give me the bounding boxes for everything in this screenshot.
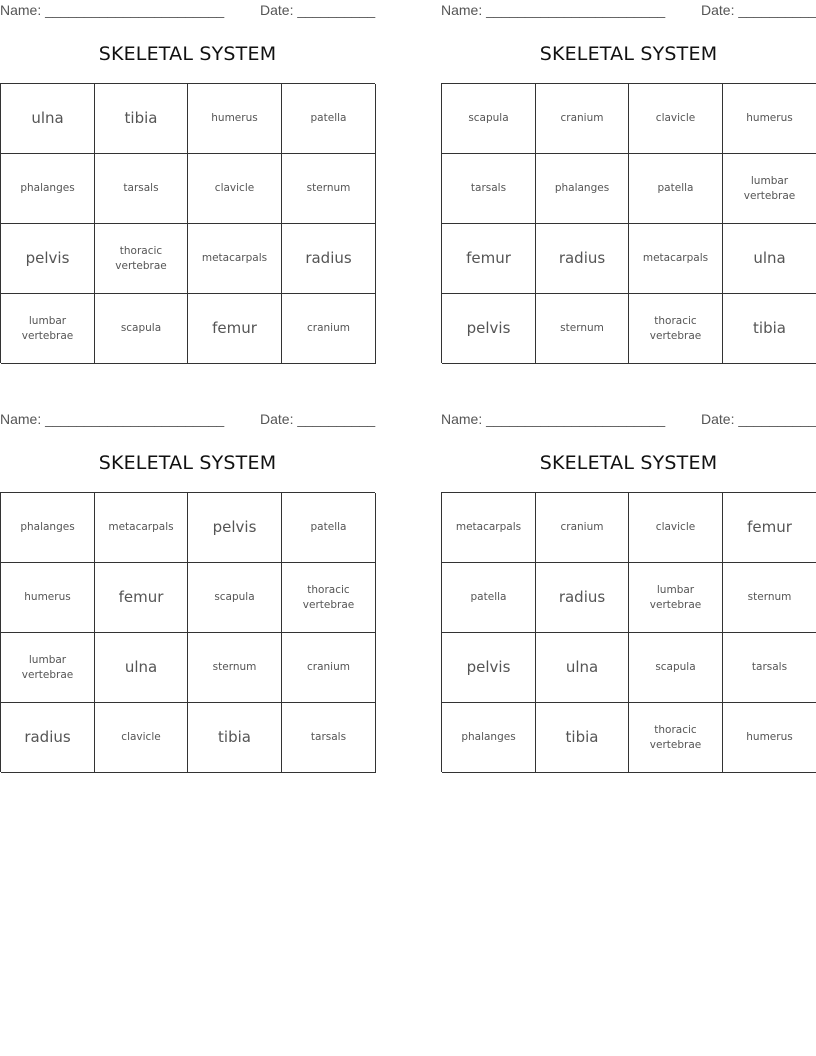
- name-field[interactable]: Name: _______________________: [441, 411, 666, 427]
- bingo-cell[interactable]: patella: [282, 84, 376, 154]
- bingo-grid: [0, 492, 375, 772]
- bingo-cell[interactable]: femur: [723, 493, 816, 563]
- bingo-cell[interactable]: humerus: [723, 703, 816, 773]
- bingo-card-4: [441, 409, 816, 771]
- bingo-cell[interactable]: thoracic vertebrae: [95, 224, 188, 294]
- bingo-cell[interactable]: cranium: [536, 84, 629, 154]
- bingo-cell[interactable]: radius: [1, 703, 95, 773]
- bingo-cell[interactable]: scapula: [95, 294, 188, 364]
- card-header: [441, 411, 816, 429]
- bingo-cell[interactable]: ulna: [95, 633, 188, 703]
- bingo-cell[interactable]: metacarpals: [629, 224, 723, 294]
- bingo-cell[interactable]: tarsals: [282, 703, 376, 773]
- bingo-cell[interactable]: radius: [282, 224, 376, 294]
- date-field[interactable]: Date: __________: [260, 411, 376, 427]
- bingo-cell[interactable]: thoracic vertebrae: [629, 703, 723, 773]
- bingo-cell[interactable]: sternum: [536, 294, 629, 364]
- bingo-cell[interactable]: thoracic vertebrae: [629, 294, 723, 364]
- bingo-cell[interactable]: clavicle: [188, 154, 282, 224]
- bingo-cell[interactable]: sternum: [282, 154, 376, 224]
- bingo-cell[interactable]: sternum: [723, 563, 816, 633]
- bingo-cell[interactable]: lumbar vertebrae: [1, 633, 95, 703]
- bingo-cell[interactable]: cranium: [536, 493, 629, 563]
- name-field[interactable]: Name: _______________________: [0, 411, 225, 427]
- name-field[interactable]: Name: _______________________: [441, 2, 666, 18]
- bingo-cell[interactable]: femur: [188, 294, 282, 364]
- bingo-cell[interactable]: tarsals: [442, 154, 536, 224]
- bingo-grid: [0, 83, 375, 363]
- bingo-cell[interactable]: femur: [442, 224, 536, 294]
- card-title: SKELETAL SYSTEM: [539, 452, 718, 474]
- bingo-cell[interactable]: clavicle: [629, 493, 723, 563]
- card-header: [441, 2, 816, 20]
- bingo-cell[interactable]: clavicle: [629, 84, 723, 154]
- bingo-cell[interactable]: pelvis: [442, 294, 536, 364]
- bingo-cell[interactable]: clavicle: [95, 703, 188, 773]
- bingo-card-1: [0, 0, 375, 362]
- name-field[interactable]: Name: _______________________: [0, 2, 225, 18]
- bingo-cell[interactable]: patella: [629, 154, 723, 224]
- bingo-cell[interactable]: ulna: [723, 224, 816, 294]
- bingo-cell[interactable]: radius: [536, 563, 629, 633]
- bingo-cell[interactable]: thoracic vertebrae: [282, 563, 376, 633]
- bingo-cell[interactable]: phalanges: [442, 703, 536, 773]
- bingo-cell[interactable]: humerus: [1, 563, 95, 633]
- date-field[interactable]: Date: __________: [260, 2, 376, 18]
- bingo-cell[interactable]: lumbar vertebrae: [1, 294, 95, 364]
- bingo-cell[interactable]: scapula: [188, 563, 282, 633]
- bingo-grid: [441, 492, 816, 772]
- bingo-cell[interactable]: metacarpals: [442, 493, 536, 563]
- bingo-cell[interactable]: humerus: [188, 84, 282, 154]
- bingo-card-3: [0, 409, 375, 771]
- bingo-cell[interactable]: cranium: [282, 294, 376, 364]
- bingo-cell[interactable]: patella: [442, 563, 536, 633]
- card-header: [0, 2, 375, 20]
- date-field[interactable]: Date: __________: [701, 2, 816, 18]
- bingo-cell[interactable]: tibia: [536, 703, 629, 773]
- bingo-cell[interactable]: humerus: [723, 84, 816, 154]
- bingo-cell[interactable]: femur: [95, 563, 188, 633]
- bingo-cell[interactable]: tarsals: [95, 154, 188, 224]
- bingo-cell[interactable]: patella: [282, 493, 376, 563]
- card-title: SKELETAL SYSTEM: [98, 452, 277, 474]
- bingo-cell[interactable]: ulna: [536, 633, 629, 703]
- bingo-cell[interactable]: metacarpals: [188, 224, 282, 294]
- bingo-cell[interactable]: tibia: [188, 703, 282, 773]
- bingo-cell[interactable]: pelvis: [1, 224, 95, 294]
- bingo-cell[interactable]: tarsals: [723, 633, 816, 703]
- card-title: SKELETAL SYSTEM: [539, 43, 718, 65]
- bingo-cell[interactable]: cranium: [282, 633, 376, 703]
- bingo-cell[interactable]: metacarpals: [95, 493, 188, 563]
- card-title: SKELETAL SYSTEM: [98, 43, 277, 65]
- bingo-cell[interactable]: radius: [536, 224, 629, 294]
- card-header: [0, 411, 375, 429]
- bingo-cell[interactable]: sternum: [188, 633, 282, 703]
- bingo-cell[interactable]: scapula: [629, 633, 723, 703]
- bingo-grid: [441, 83, 816, 363]
- bingo-cell[interactable]: pelvis: [442, 633, 536, 703]
- bingo-card-2: [441, 0, 816, 362]
- date-field[interactable]: Date: __________: [701, 411, 816, 427]
- bingo-cell[interactable]: scapula: [442, 84, 536, 154]
- bingo-cell[interactable]: ulna: [1, 84, 95, 154]
- bingo-cell[interactable]: tibia: [723, 294, 816, 364]
- bingo-cell[interactable]: pelvis: [188, 493, 282, 563]
- bingo-cell[interactable]: tibia: [95, 84, 188, 154]
- bingo-cell[interactable]: lumbar vertebrae: [723, 154, 816, 224]
- bingo-cell[interactable]: phalanges: [1, 493, 95, 563]
- bingo-cell[interactable]: lumbar vertebrae: [629, 563, 723, 633]
- bingo-cell[interactable]: phalanges: [1, 154, 95, 224]
- bingo-cell[interactable]: phalanges: [536, 154, 629, 224]
